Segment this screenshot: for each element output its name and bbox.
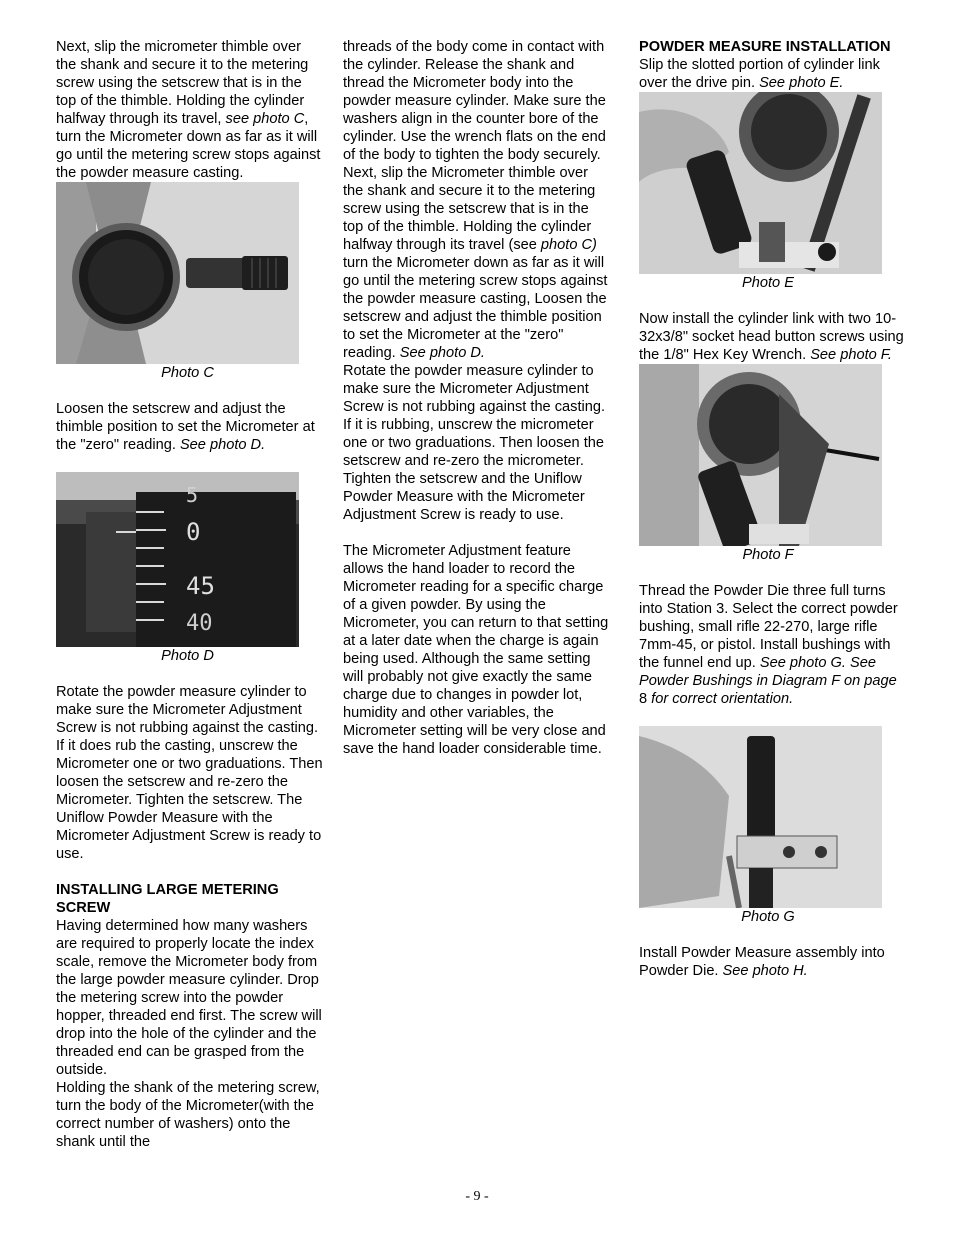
section-heading: POWDER MEASURE INSTALLATION: [639, 39, 891, 55]
photo-d-caption: Photo D: [161, 648, 214, 664]
photo-d-digit: 5: [186, 483, 199, 507]
paragraph: Now install the cylinder link with two 10-32x3/8" socket head button screws using the 1/8" Hex Key Wrench. See photo F.: [639, 311, 904, 363]
photo-f-caption: Photo F: [742, 547, 794, 563]
photo-e-caption: Photo E: [742, 275, 794, 291]
paragraph: Install Powder Measure assembly into Powder Die. See photo H.: [639, 945, 885, 979]
photo-d-digit: 45: [186, 572, 215, 600]
photo-d-digit: 40: [186, 611, 213, 636]
photo-c-image: [56, 182, 299, 364]
column-right: [639, 38, 907, 980]
paragraph: Next, slip the Micrometer thimble over the shank and secure it to the metering screw using the setscrew that is in the top of the thimble. Holding the cylinder halfway through its travel (see photo C) turn the Micrometer down as far as it will go until the metering screw stops against the powder measure casting, Loosen the setscrew and adjust the thimble position to set the Micrometer at the "zero" reading. See photo D.: [343, 165, 608, 361]
photo-c-caption: Photo C: [161, 365, 214, 381]
photo-g-caption: Photo G: [741, 909, 795, 925]
column-left: [56, 38, 324, 1151]
paragraph: The Micrometer Adjustment feature allows the hand loader to record the Micrometer reading for a specific charge of a given powder. By using the Micrometer, you can return to that setting at a later date when the charge is again being used. Although the same setting will probably not give exactly the same charge due to changes in powder lot, humidity and other variables, the Micrometer setting will be very close and save the hand loader considerable time.: [343, 543, 609, 757]
column-middle: [343, 38, 611, 758]
photo-e-image: [639, 92, 882, 274]
paragraph: Holding the shank of the metering screw, turn the body of the Micrometer(with the correct number of washers) onto the shank until the: [56, 1080, 320, 1150]
paragraph: Rotate the powder measure cylinder to make sure the Micrometer Adjustment Screw is not rubbing against the casting. If it does rub the casting, unscrew the Micrometer one or two graduations. Then loosen the setscrew and re-zero the Micrometer. Tighten the setscrew. The Uniflow Powder Measure with the Micrometer Adjustment Screw is ready to use.: [56, 684, 323, 862]
paragraph: threads of the body come in contact with the cylinder. Release the shank and thread the Micrometer body into the powder measure cylinder. Make sure the washers align in the counter bore of the cylinder. Use the wrench flats on the end of the body to tighten the body securely.: [343, 39, 606, 163]
paragraph: Having determined how many washers are required to properly locate the index scale, remove the Micrometer body from the large powder measure cylinder. Drop the metering screw into the powder hopper, threaded end first. The screw will drop into the hole of the cylinder and the threaded end can be grasped from the outside.: [56, 918, 322, 1078]
paragraph: Rotate the powder measure cylinder to make sure the Micrometer Adjustment Screw is not rubbing against the casting. If it is rubbing, unscrew the micrometer one or two graduations. Then loosen the setscrew and re-zero the micrometer. Tighten the setscrew and the Uniflow Powder Measure with the Micrometer Adjustment Screw is ready to use.: [343, 363, 606, 523]
page-number: - 9 -: [465, 1189, 489, 1204]
paragraph: Next, slip the micrometer thimble over the shank and secure it to the metering screw using the setscrew that is in the top of the thimble. Holding the cylinder halfway through its travel, see photo C, turn the Micrometer down as far as it will go until the metering screw stops against the powder measure casting.: [56, 39, 321, 181]
paragraph: Thread the Powder Die three full turns into Station 3. Select the correct powder bushing, small rifle 22-270, large rifle 7mm-45, or pistol. Install bushings with the funnel end up. See photo G. See Powder Bushings in Diagram F on page 8 for correct orientation.: [639, 583, 898, 707]
photo-d-image: [56, 472, 299, 647]
photo-g-image: [639, 726, 882, 908]
photo-f-image: [639, 364, 882, 546]
section-heading: INSTALLING LARGE METERING SCREW: [56, 882, 279, 916]
photo-d-digit: 0: [186, 518, 201, 546]
paragraph: Loosen the setscrew and adjust the thimble position to set the Micrometer at the "zero" reading. See photo D.: [56, 401, 315, 453]
paragraph: Slip the slotted portion of cylinder link over the drive pin. See photo E.: [639, 57, 880, 91]
